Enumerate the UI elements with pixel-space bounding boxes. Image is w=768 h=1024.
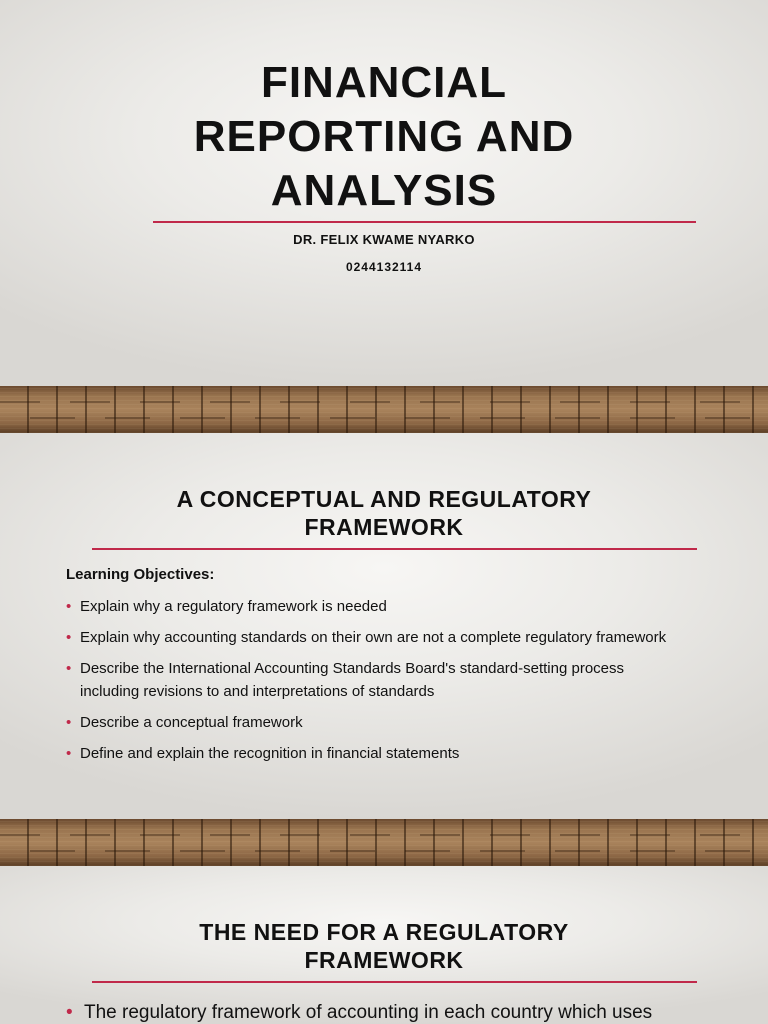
title-line: FRAMEWORK: [304, 514, 464, 540]
title-line: ANALYSIS: [270, 166, 498, 215]
author-phone: 0244132114: [345, 260, 423, 274]
slide-title: [0, 918, 768, 974]
list-item: • Explain why a regulatory framework is needed: [66, 595, 686, 618]
presentation-title: [0, 56, 768, 218]
list-item: • Describe the International Accounting Standards Board's standard-setting process including revisions to and interpretations of standards: [66, 657, 686, 703]
objectives-slide: [0, 433, 768, 819]
title-divider: [153, 221, 696, 223]
objectives-heading: Learning Objectives:: [66, 566, 215, 583]
list-item: • Define and explain the recognition in financial statements: [66, 742, 686, 765]
title-line: A CONCEPTUAL AND REGULATORY: [176, 486, 592, 512]
title-line: THE NEED FOR A REGULATORY: [199, 919, 569, 945]
wood-floor-divider: [0, 386, 768, 433]
slide-title: [0, 485, 768, 541]
objectives-list: [66, 595, 686, 773]
title-line: FRAMEWORK: [304, 947, 464, 973]
list-item: • Describe a conceptual framework: [66, 711, 686, 734]
regulatory-need-slide: [0, 866, 768, 1024]
wood-floor-divider: [0, 819, 768, 866]
title-line: REPORTING AND: [193, 112, 575, 161]
list-item: • Explain why accounting standards on their own are not a complete regulatory framework: [66, 626, 686, 649]
bullet-list: [66, 1000, 746, 1024]
title-line: FINANCIAL: [260, 58, 508, 107]
author-name: DR. FELIX KWAME NYARKO: [293, 232, 475, 247]
title-divider: [92, 981, 697, 983]
title-divider: [92, 548, 697, 550]
list-item: • The regulatory framework of accounting in each country which uses: [66, 1000, 746, 1024]
title-slide: [0, 0, 768, 386]
